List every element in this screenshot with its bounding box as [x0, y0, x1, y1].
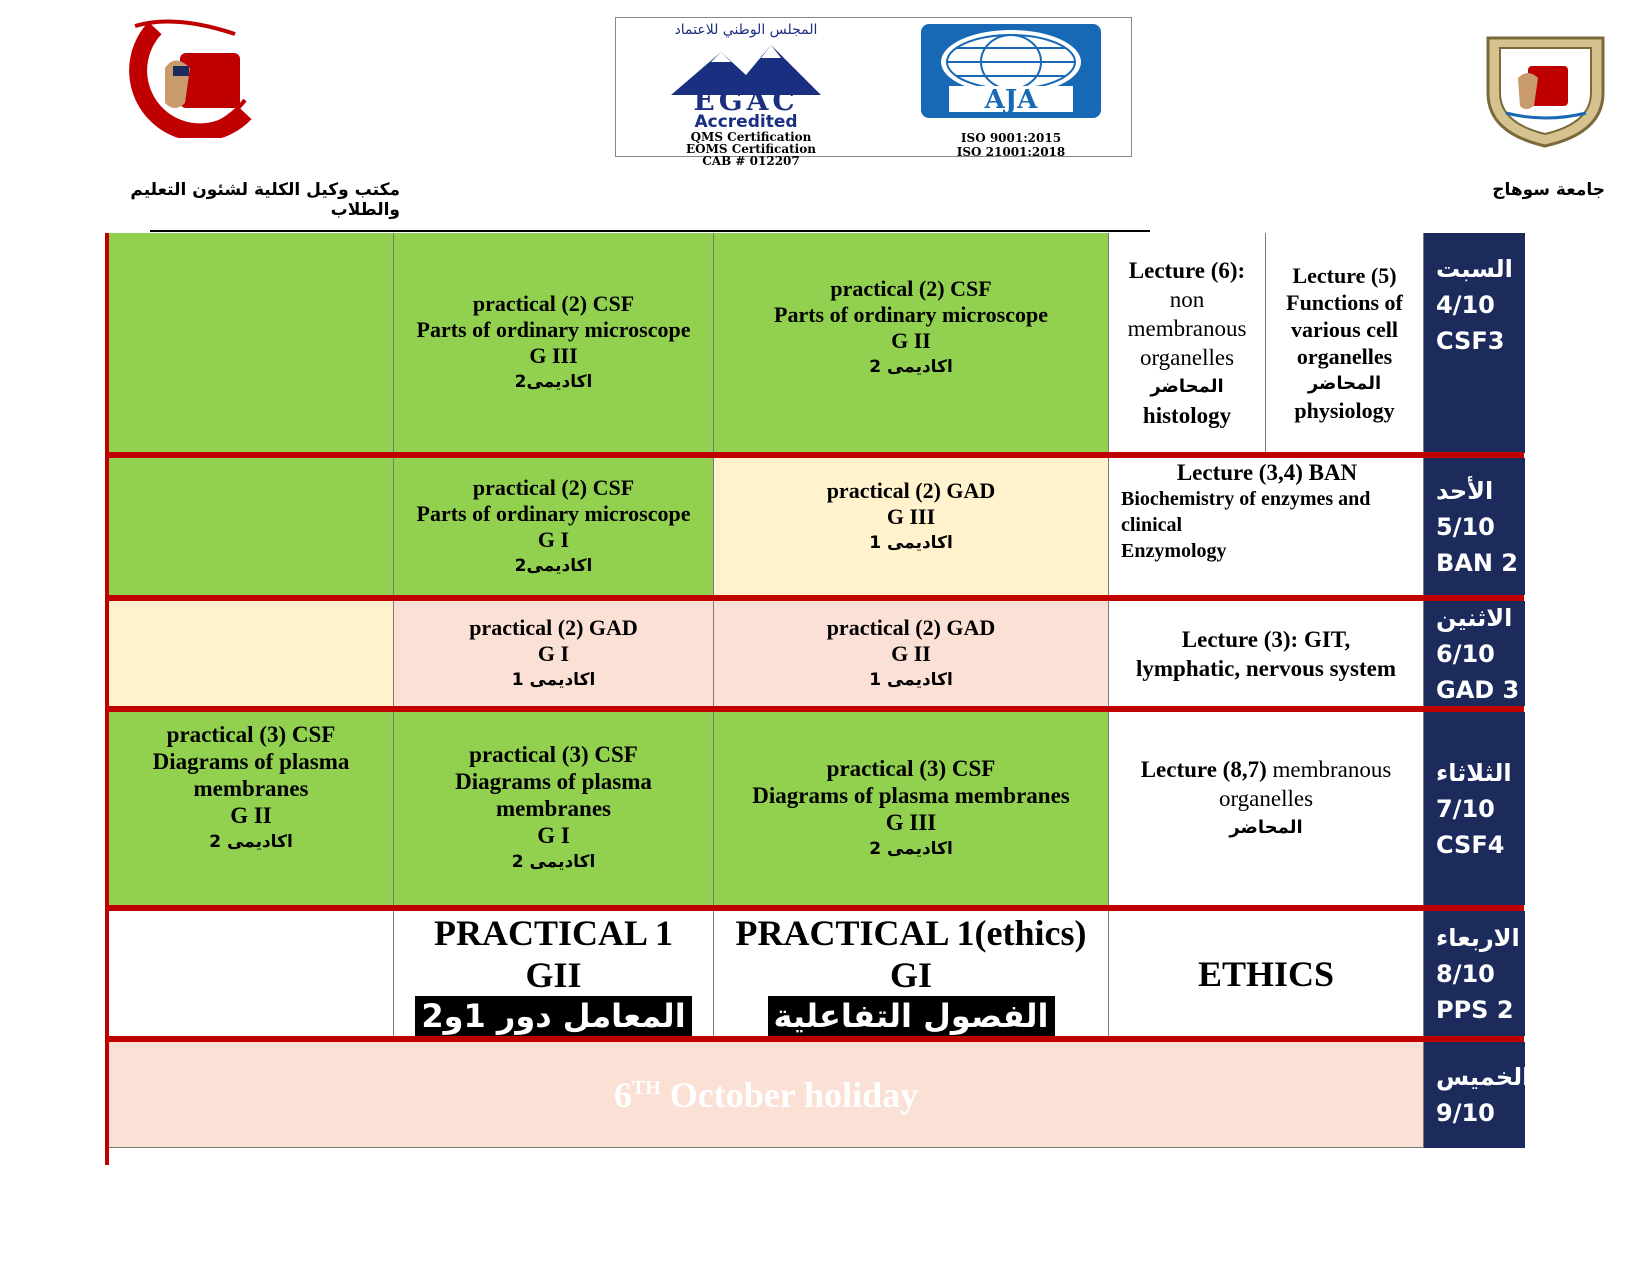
row4-cell-1-room: اكاديمى 2	[209, 832, 293, 852]
row2-day-cell	[1424, 458, 1525, 595]
row1-lecture-b-line4: organelles	[1296, 344, 1393, 369]
egac-arabic-text: المجلس الوطني للاعتماد	[674, 22, 818, 38]
row2-cell-3-title: practical (2) GAD	[826, 477, 996, 503]
row3-cell-2-group: G I	[537, 640, 570, 666]
row1-cell-2-topic: Parts of ordinary microscope	[416, 317, 691, 342]
row2-lecture-line2: Biochemistry of enzymes and	[1121, 488, 1371, 510]
row1-cell-3-topic: Parts of ordinary microscope	[774, 302, 1048, 327]
row2-cell-1	[109, 458, 394, 595]
row1-lecture-b-title: Lecture (5)	[1292, 263, 1397, 288]
row6-date: 9/10	[1436, 1099, 1495, 1127]
aja-name: AJA	[984, 85, 1038, 115]
row1-day-cell	[1424, 233, 1525, 453]
row4-lecture-topic: membranous	[1266, 757, 1392, 782]
row1-date: 4/10	[1436, 291, 1495, 319]
row1-cell-2-title: practical (2) CSF	[472, 291, 635, 316]
row1-day: السبت	[1436, 255, 1513, 283]
row4-code: CSF4	[1436, 830, 1505, 859]
row5-date: 8/10	[1436, 959, 1495, 988]
row4-cell-1	[109, 712, 394, 905]
row1-lecture-histology	[1109, 233, 1266, 453]
row3-cell-3-title: practical (2) GAD	[826, 614, 996, 640]
row1-cell-1	[109, 233, 394, 453]
row2-cell-2-title: practical (2) CSF	[472, 474, 635, 500]
egac-accredited: Accredited	[694, 112, 798, 132]
row3-lecture-title: Lecture (3): GIT,	[1181, 626, 1351, 652]
row4-cell-2-title: practical (3) CSF	[469, 742, 638, 767]
row2-lecture-title: Lecture (3,4) BAN	[1176, 460, 1358, 485]
row1-code: CSF3	[1436, 327, 1505, 355]
aja-line-2: ISO 21001:2018	[956, 145, 1066, 159]
row4-day: الثلاثاء	[1436, 758, 1512, 787]
row6-holiday	[109, 1042, 1424, 1148]
row5-cell-2-title: PRACTICAL 1	[433, 912, 674, 953]
row2-code: BAN 2	[1436, 548, 1519, 577]
row4-lecture-topic2: organelles	[1218, 786, 1314, 811]
row2-lecture-line3: clinical	[1121, 514, 1183, 536]
row3-day-cell	[1424, 601, 1525, 706]
row3-day: الاثنين	[1436, 603, 1513, 632]
row2-cell-3	[714, 458, 1109, 595]
row5-code: PPS 2	[1436, 995, 1514, 1024]
vice-dean-office-title: مكتب وكيل الكلية لشئون التعليم والطلاب	[130, 180, 400, 220]
holiday-number: 6	[613, 1074, 632, 1115]
row4-cell-2-group: G I	[537, 823, 570, 848]
row1-cell-3-room: اكاديمى 2	[869, 357, 953, 377]
row1-lecture-a-dept: histology	[1142, 403, 1232, 428]
row2-cell-2-group: G I	[537, 526, 570, 552]
row3-cell-3-group: G II	[891, 640, 931, 666]
row2-lecture-line4: Enzymology	[1121, 540, 1227, 562]
row4-cell-3-title: practical (3) CSF	[826, 755, 996, 781]
egac-line-2: EOMS Certification	[686, 142, 816, 156]
row4-cell-2-topic2: membranes	[496, 796, 611, 821]
egac-name: EGAC	[693, 84, 799, 117]
row4-cell-3-room: اكاديمى 2	[869, 838, 953, 859]
row5-cell-2-group: GII	[525, 954, 582, 995]
row5-cell-3-group: GI	[889, 954, 932, 995]
row4-cell-3-group: G III	[885, 809, 937, 835]
row5-cell-3	[714, 911, 1109, 1036]
row5-day-cell	[1424, 911, 1525, 1036]
row4-cell-2-topic: Diagrams of plasma	[455, 769, 652, 794]
row1-cell-3-title: practical (2) CSF	[830, 276, 992, 301]
row4-cell-1-group: G II	[230, 803, 272, 828]
row1-lecture-a-lecturer: المحاضر	[1150, 376, 1224, 397]
row3-cell-2-title: practical (2) GAD	[469, 614, 638, 640]
faculty-of-medicine-logo	[95, 18, 265, 138]
row4-date: 7/10	[1436, 794, 1495, 823]
row3-cell-3	[714, 601, 1109, 706]
row2-cell-3-group: G III	[886, 503, 936, 529]
row2-day: الأحد	[1436, 476, 1494, 505]
row5-lecture	[1109, 911, 1424, 1036]
row1-lecture-a-line3: membranous	[1127, 316, 1247, 341]
row1-lecture-b-line2: Functions of	[1286, 290, 1403, 315]
row3-cell-2	[394, 601, 714, 706]
row1-cell-2-group: G III	[529, 343, 578, 368]
row1-cell-2	[394, 233, 714, 453]
certification-banner	[615, 17, 1132, 168]
row5-cell-1	[109, 911, 394, 1036]
schedule-table	[105, 233, 1531, 1165]
header-rule	[150, 230, 1150, 232]
aja-line-1: ISO 9001:2015	[960, 131, 1062, 145]
row4-cell-1-topic2: membranes	[193, 776, 309, 801]
row1-cell-3	[714, 233, 1109, 453]
row5-day: الاربعاء	[1436, 923, 1520, 952]
university-name: جامعة سوهاج	[1492, 180, 1605, 200]
row1-lecture-physiology	[1266, 233, 1424, 453]
row1-lecture-b-dept: physiology	[1294, 398, 1395, 423]
row5-lecture-title: ETHICS	[1197, 953, 1335, 994]
row4-cell-1-topic: Diagrams of plasma	[152, 749, 350, 774]
row2-lecture	[1109, 458, 1424, 595]
row3-cell-1	[109, 601, 394, 706]
row3-code: GAD 3	[1436, 675, 1520, 704]
row4-cell-2	[394, 712, 714, 905]
row4-cell-3-topic: Diagrams of plasma membranes	[752, 782, 1070, 808]
holiday-suffix: TH	[631, 1076, 661, 1099]
row3-date: 6/10	[1436, 639, 1495, 668]
row4-day-cell	[1424, 712, 1525, 905]
aja-certifications	[906, 131, 1116, 159]
row1-lecture-b-line3: various cell	[1291, 317, 1398, 342]
row5-cell-3-room: الفصول التفاعلية	[768, 996, 1055, 1036]
row3-cell-3-room: اكاديمى 1	[869, 669, 953, 690]
row2-cell-3-room: اكاديمى 1	[869, 532, 953, 553]
row2-date: 5/10	[1436, 512, 1495, 541]
egac-certifications	[636, 131, 866, 167]
row1-cell-2-room: اكاديمى2	[514, 372, 593, 392]
egac-line-3: CAB # 012207	[702, 154, 800, 168]
row4-lecture-lecturer: المحاضر	[1229, 817, 1303, 838]
row5-cell-2-room: المعامل دور 1و2	[415, 996, 691, 1036]
row2-cell-2-room: اكاديمى2	[514, 555, 593, 576]
row6-day-cell	[1424, 1042, 1531, 1148]
row4-lecture-title: Lecture (8,7)	[1140, 757, 1267, 782]
holiday-text: October holiday	[660, 1074, 919, 1115]
row1-lecture-a-line4: organelles	[1139, 345, 1235, 370]
row3-lecture-topic: lymphatic, nervous system	[1135, 655, 1397, 681]
row5-cell-2	[394, 911, 714, 1036]
row3-lecture	[1109, 601, 1424, 706]
row4-cell-1-title: practical (3) CSF	[166, 722, 336, 747]
egac-line-1: QMS Certification	[690, 130, 812, 144]
row5-cell-3-title: PRACTICAL 1(ethics)	[735, 912, 1087, 953]
row1-lecture-a-line2: non	[1169, 287, 1205, 312]
sohag-university-seal	[1478, 18, 1613, 148]
row1-lecture-a-title: Lecture (6):	[1128, 258, 1246, 283]
row4-cell-3	[714, 712, 1109, 905]
row2-cell-2	[394, 458, 714, 595]
aja-globe-logo	[921, 24, 1101, 118]
row4-lecture	[1109, 712, 1424, 905]
row6-day: الخميس	[1436, 1063, 1531, 1091]
row3-cell-2-room: اكاديمى 1	[511, 669, 596, 690]
row4-cell-2-room: اكاديمى 2	[511, 852, 596, 872]
row2-cell-2-topic: Parts of ordinary microscope	[416, 500, 691, 526]
row1-lecture-b-lecturer: المحاضر	[1307, 373, 1382, 394]
row1-cell-3-group: G II	[891, 328, 931, 353]
